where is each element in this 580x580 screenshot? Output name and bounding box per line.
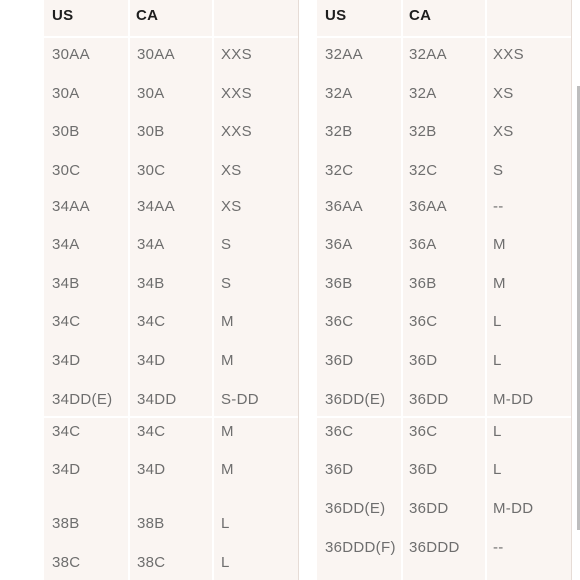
cell-size: L	[221, 515, 230, 532]
cell-us: 34AA	[52, 198, 90, 215]
cell-us: 36C	[325, 313, 354, 330]
cell-us: 36D	[325, 461, 354, 478]
cell-size: S	[493, 162, 504, 179]
cell-us: 34DD(E)	[52, 391, 113, 408]
cell-ca: 34D	[137, 352, 166, 369]
cell-ca: 36A	[409, 236, 437, 253]
cell-size: --	[493, 198, 504, 215]
row-divider	[317, 416, 571, 418]
cell-us: 30B	[52, 123, 80, 140]
cell-size: L	[493, 352, 502, 369]
cell-us: 32B	[325, 123, 353, 140]
cell-us: 36DD(E)	[325, 391, 386, 408]
cell-us: 36B	[325, 275, 353, 292]
cell-ca: 32C	[409, 162, 438, 179]
cell-ca: 34A	[137, 236, 165, 253]
header-ca: CA	[136, 7, 159, 24]
cell-size: L	[493, 423, 502, 440]
cell-size: XS	[493, 85, 514, 102]
cell-us: 38B	[52, 515, 80, 532]
cell-us: 36D	[325, 352, 354, 369]
cell-us: 36C	[325, 423, 354, 440]
cell-us: 30AA	[52, 46, 90, 63]
cell-us: 32A	[325, 85, 353, 102]
cell-ca: 30A	[137, 85, 165, 102]
cell-us: 34C	[52, 313, 81, 330]
cell-size: XXS	[221, 123, 252, 140]
column-divider	[401, 0, 403, 580]
cell-ca: 34DD	[137, 391, 177, 408]
row-divider	[44, 416, 298, 418]
cell-size: L	[493, 461, 502, 478]
cell-ca: 32AA	[409, 46, 447, 63]
cell-size: XXS	[221, 46, 252, 63]
cell-ca: 38B	[137, 515, 165, 532]
cell-size: M-DD	[493, 500, 534, 517]
cell-ca: 36AA	[409, 198, 447, 215]
cell-us: 30C	[52, 162, 81, 179]
cell-ca: 34D	[137, 461, 166, 478]
cell-size: S-DD	[221, 391, 259, 408]
cell-ca: 36C	[409, 423, 438, 440]
cell-size: M	[221, 313, 234, 330]
cell-size: M	[493, 275, 506, 292]
header-ca: CA	[409, 7, 432, 24]
cell-us: 34A	[52, 236, 80, 253]
cell-size: XS	[221, 162, 242, 179]
cell-us: 34D	[52, 461, 81, 478]
cell-ca: 32A	[409, 85, 437, 102]
cell-size: M	[221, 352, 234, 369]
header-us: US	[52, 7, 74, 24]
cell-us: 34B	[52, 275, 80, 292]
cell-ca: 36B	[409, 275, 437, 292]
cell-us: 30A	[52, 85, 80, 102]
column-divider	[212, 0, 214, 580]
cell-ca: 36D	[409, 461, 438, 478]
column-divider	[485, 0, 487, 580]
cell-ca: 34AA	[137, 198, 175, 215]
size-chart-right	[317, 0, 572, 580]
cell-size: XXS	[221, 85, 252, 102]
cell-us: 32C	[325, 162, 354, 179]
cell-ca: 32B	[409, 123, 437, 140]
cell-size: M-DD	[493, 391, 534, 408]
cell-us: 38C	[52, 554, 81, 571]
cell-size: S	[221, 275, 232, 292]
cell-ca: 30AA	[137, 46, 175, 63]
cell-us: 36AA	[325, 198, 363, 215]
cell-ca: 34C	[137, 423, 166, 440]
cell-size: M	[493, 236, 506, 253]
cell-size: M	[221, 423, 234, 440]
cell-size: XS	[221, 198, 242, 215]
cell-us: 36DD(E)	[325, 500, 386, 517]
cell-us: 34C	[52, 423, 81, 440]
header-us: US	[325, 7, 347, 24]
cell-us: 36A	[325, 236, 353, 253]
cell-ca: 30C	[137, 162, 166, 179]
cell-ca: 36DD	[409, 500, 449, 517]
header-divider	[317, 36, 571, 38]
cell-size: XXS	[493, 46, 524, 63]
cell-size: S	[221, 236, 232, 253]
cell-size: L	[493, 313, 502, 330]
cell-us: 34D	[52, 352, 81, 369]
cell-ca: 36C	[409, 313, 438, 330]
cell-size: --	[493, 539, 504, 556]
size-chart-left	[44, 0, 299, 580]
cell-ca: 38C	[137, 554, 166, 571]
cell-ca: 36D	[409, 352, 438, 369]
cell-ca: 36DDD	[409, 539, 460, 556]
cell-ca: 34B	[137, 275, 165, 292]
column-divider	[128, 0, 130, 580]
header-divider	[44, 36, 298, 38]
cell-us: 32AA	[325, 46, 363, 63]
cell-ca: 30B	[137, 123, 165, 140]
cell-ca: 36DD	[409, 391, 449, 408]
cell-us: 36DDD(F)	[325, 539, 396, 556]
cell-size: L	[221, 554, 230, 571]
cell-ca: 34C	[137, 313, 166, 330]
cell-size: M	[221, 461, 234, 478]
cell-size: XS	[493, 123, 514, 140]
